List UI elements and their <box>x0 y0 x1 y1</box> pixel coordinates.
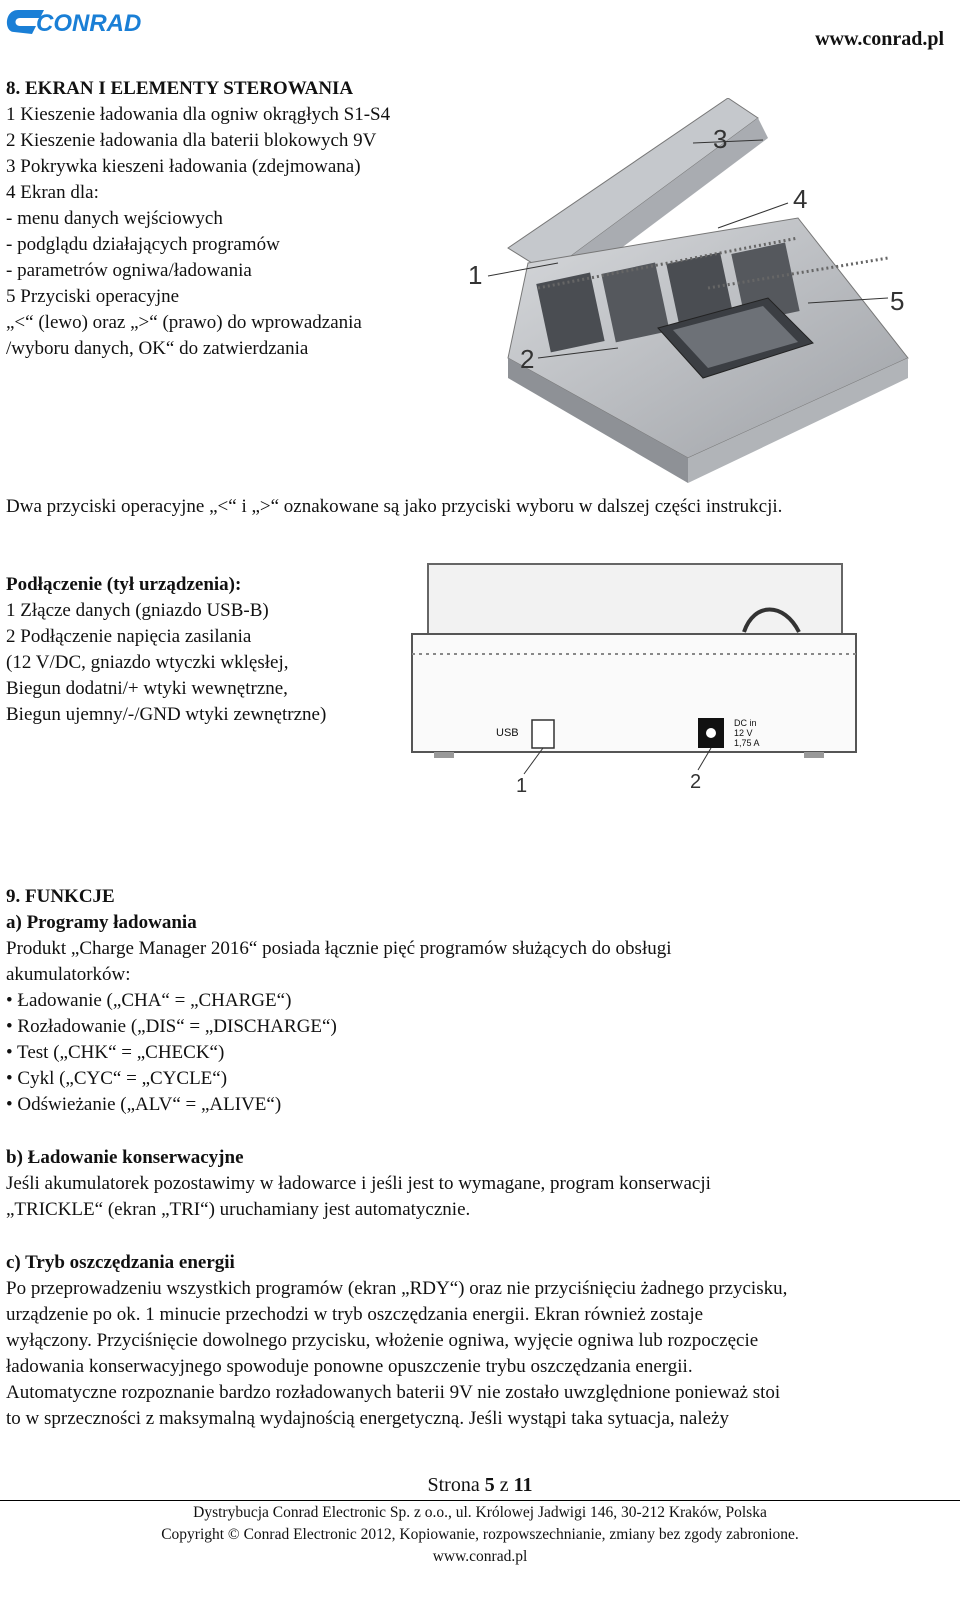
program-list-item: • Ładowanie („CHA“ = „CHARGE“) <box>6 990 292 1011</box>
section-9c-text: urządzenie po ok. 1 minucie przechodzi w tryb oszczędzania energii. Ekran również zostaje <box>6 1304 704 1325</box>
section-8-item: 3 Pokrywka kieszeni ładowania (zdejmowana) <box>6 156 361 177</box>
section-9c-text: Po przeprowadzeniu wszystkich programów (ekran „RDY“) oraz nie przyciśnięciu żadnego przycisku, <box>6 1278 788 1299</box>
footer-line: Dystrybucja Conrad Electronic Sp. z o.o., ul. Królowej Jadwigi 146, 30-212 Kraków, Polska <box>193 1504 767 1521</box>
logo-text: CONRAD <box>36 10 142 37</box>
connection-title: Podłączenie (tył urządzenia): <box>6 574 242 595</box>
page-number <box>0 1474 960 1497</box>
section-9c-text: ładowania konserwacyjnego spowoduje ponowne opuszczenie trybu oszczędzania energii. <box>6 1356 693 1377</box>
page-prefix: Strona <box>427 1474 480 1496</box>
connection-item: Biegun ujemny/-/GND wtyki zewnętrzne) <box>6 704 327 725</box>
section-8-note: Dwa przyciski operacyjne „<“ i „>“ oznakowane są jako przyciski wyboru w dalszej części instrukcji. <box>6 496 783 517</box>
connection-item: 1 Złącze danych (gniazdo USB-B) <box>6 600 269 621</box>
program-list-item: • Rozładowanie („DIS“ = „DISCHARGE“) <box>6 1016 337 1037</box>
section-9c-text: wyłączony. Przyciśnięcie dowolnego przycisku, włożenie ogniwa, wyjęcie ogniwa lub rozpoczęcie <box>6 1330 759 1351</box>
section-8-item: - parametrów ogniwa/ładowania <box>6 260 252 281</box>
section-9-title: 9. FUNKCJE <box>6 886 115 907</box>
section-8-item: 1 Kieszenie ładowania dla ogniw okrągłych S1-S4 <box>6 104 391 125</box>
figure-label-2: 2 <box>520 344 535 374</box>
connection-item: 2 Podłączenie napięcia zasilania <box>6 626 252 647</box>
section-8-item: - menu danych wejściowych <box>6 208 223 229</box>
page-total: 11 <box>513 1474 533 1496</box>
rear-label-2: 2 <box>690 771 702 793</box>
section-8-item: „<“ (lewo) oraz „>“ (prawo) do wprowadzania <box>6 312 362 333</box>
section-9c-text: to w sprzeczności z maksymalną wydajnością energetyczną. Jeśli wystąpi taka sytuacja, należy <box>6 1408 729 1429</box>
footer-url[interactable]: www.conrad.pl <box>432 1548 528 1565</box>
figure-label-5: 5 <box>890 286 905 316</box>
section-9c-text: Automatyczne rozpoznanie bardzo rozładowanych baterii 9V nie zostało uwzględnione ponieważ stoi <box>6 1382 781 1403</box>
program-list-item: • Odświeżanie („ALV“ = „ALIVE“) <box>6 1094 282 1115</box>
figure-label-1: 1 <box>468 260 483 290</box>
rear-view-illustration <box>404 562 860 798</box>
figure-label-4: 4 <box>793 184 808 214</box>
section-9a-title: a) Programy ładowania <box>6 912 197 933</box>
usb-port-icon <box>532 720 554 748</box>
section-9a-intro: akumulatorków: <box>6 964 131 985</box>
section-8-item: 2 Kieszenie ładowania dla baterii blokowych 9V <box>6 130 377 151</box>
conrad-logo <box>4 2 154 42</box>
program-list-item: • Cykl („CYC“ = „CYCLE“) <box>6 1068 228 1089</box>
header-site-url[interactable]: www.conrad.pl <box>815 28 944 50</box>
section-8-item: - podglądu działających programów <box>6 234 280 255</box>
section-9b-title: b) Ładowanie konserwacyjne <box>6 1147 244 1168</box>
section-9c-title: c) Tryb oszczędzania energii <box>6 1252 235 1273</box>
program-list-item: • Test („CHK“ = „CHECK“) <box>6 1042 225 1063</box>
footer-line: Copyright © Conrad Electronic 2012, Kopiowanie, rozpowszechnianie, zmiany bez zgody zabronione. <box>161 1526 799 1543</box>
section-9b-text: „TRICKLE“ (ekran „TRI“) uruchamiany jest automatycznie. <box>6 1199 471 1220</box>
footer-divider <box>0 1500 960 1501</box>
section-8-title: 8. EKRAN I ELEMENTY STEROWANIA <box>6 78 354 99</box>
charger-illustration <box>468 98 918 486</box>
section-8-item: /wyboru danych, OK“ do zatwierdzania <box>6 338 309 359</box>
dc-label-line: 1,75 A <box>734 738 760 748</box>
page-sep: z <box>499 1474 509 1496</box>
section-8-item: 5 Przyciski operacyjne <box>6 286 180 307</box>
section-9a-intro: Produkt „Charge Manager 2016“ posiada łącznie pięć programów służących do obsługi <box>6 938 672 959</box>
dc-label-line: DC in <box>734 718 757 728</box>
dc-label-line: 12 V <box>734 728 753 738</box>
figure-label-3: 3 <box>713 124 728 154</box>
connection-item: (12 V/DC, gniazdo wtyczki wklęsłej, <box>6 652 289 673</box>
connection-item: Biegun dodatni/+ wtyki wewnętrzne, <box>6 678 288 699</box>
section-8-item: 4 Ekran dla: <box>6 182 99 203</box>
page-current: 5 <box>484 1474 495 1496</box>
section-9b-text: Jeśli akumulatorek pozostawimy w ładowarce i jeśli jest to wymagane, program konserwacji <box>6 1173 711 1194</box>
rear-label-1: 1 <box>516 775 528 797</box>
usb-label: USB <box>496 727 519 739</box>
